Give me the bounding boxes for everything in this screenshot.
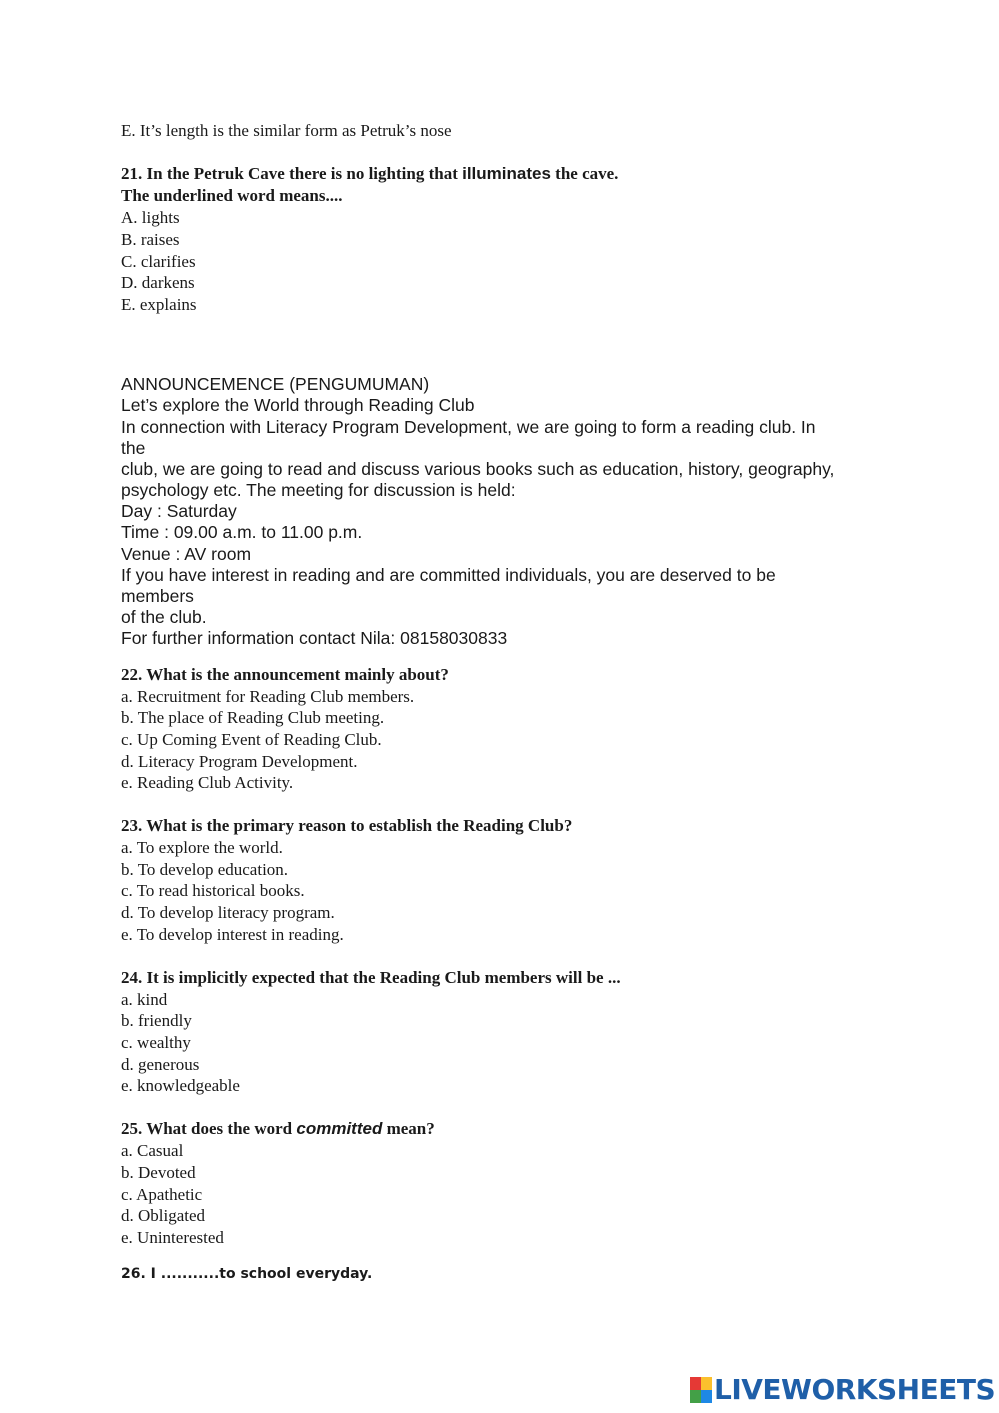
q25-option-c: c. Apathetic	[121, 1185, 203, 1204]
q21-prefix: 21. In the Petruk Cave there is no lighting that	[121, 164, 463, 183]
announcement-line: If you have interest in reading and are committed individuals, you are deserved to be	[121, 565, 776, 585]
q21-option-d: D. darkens	[121, 273, 195, 292]
q25-prefix: 25. What does the word	[121, 1119, 297, 1138]
q25-option-e: e. Uninterested	[121, 1228, 224, 1247]
q24-question: 24. It is implicitly expected that the Reading Club members will be ...	[121, 968, 621, 987]
q22-option-b: b. The place of Reading Club meeting.	[121, 708, 385, 727]
q22-option-c: c. Up Coming Event of Reading Club.	[121, 730, 382, 749]
q23-option-d: d. To develop literacy program.	[121, 903, 335, 922]
announcement-title: ANNOUNCEMENCE (PENGUMUMAN)	[121, 374, 430, 394]
announcement-line: club, we are going to read and discuss various books such as education, history, geography,	[121, 459, 835, 479]
announcement-venue: Venue : AV room	[121, 544, 252, 564]
q21-question-line2: The underlined word means....	[121, 186, 343, 205]
announcement-line: In connection with Literacy Program Development, we are going to form a reading club. In	[121, 417, 816, 437]
announcement-time: Time : 09.00 a.m. to 11.00 p.m.	[121, 522, 363, 542]
q21-keyword: illuminates	[462, 164, 551, 183]
announcement-line: of the club.	[121, 607, 207, 627]
liveworksheets-logo[interactable]	[690, 1373, 995, 1406]
q25-suffix: mean?	[382, 1119, 435, 1138]
q22-option-a: a. Recruitment for Reading Club members.	[121, 687, 415, 706]
q25-question	[121, 1119, 435, 1139]
q22-option-d: d. Literacy Program Development.	[121, 752, 358, 771]
announcement-line: psychology etc. The meeting for discussion is held:	[121, 480, 516, 500]
q24-option-a: a. kind	[121, 990, 168, 1009]
q24-option-e: e. knowledgeable	[121, 1076, 240, 1095]
q24-option-d: d. generous	[121, 1055, 200, 1074]
q23-question: 23. What is the primary reason to establish the Reading Club?	[121, 816, 573, 835]
announcement-line: the	[121, 438, 146, 458]
q25-option-a: a. Casual	[121, 1141, 184, 1160]
q21-suffix: the cave.	[550, 164, 619, 183]
q21-option-a: A. lights	[121, 208, 180, 227]
q24-option-c: c. wealthy	[121, 1033, 191, 1052]
q23-option-e: e. To develop interest in reading.	[121, 925, 344, 944]
logo-block	[690, 1377, 701, 1390]
logo-block	[701, 1390, 712, 1403]
q25-keyword: committed	[296, 1119, 383, 1138]
q22-option-e: e. Reading Club Activity.	[121, 773, 294, 792]
q23-option-a: a. To explore the world.	[121, 838, 283, 857]
logo-text: LIVEWORKSHEETS	[714, 1373, 996, 1406]
logo-block	[701, 1377, 712, 1390]
q21-option-c: C. clarifies	[121, 252, 196, 271]
q24-option-b: b. friendly	[121, 1011, 192, 1030]
q25-option-d: d. Obligated	[121, 1206, 206, 1225]
q21-question	[121, 164, 618, 184]
logo-block	[690, 1390, 701, 1403]
q23-option-c: c. To read historical books.	[121, 881, 305, 900]
logo-blocks-icon	[690, 1377, 712, 1403]
q21-option-e: E. explains	[121, 295, 197, 314]
q22-question: 22. What is the announcement mainly about?	[121, 665, 449, 684]
q23-option-b: b. To develop education.	[121, 860, 289, 879]
announcement-contact: For further information contact Nila: 08158030833	[121, 628, 508, 648]
q25-option-b: b. Devoted	[121, 1163, 196, 1182]
announcement-line: members	[121, 586, 194, 606]
announcement-day: Day : Saturday	[121, 501, 237, 521]
q26-question: 26. I ...........to school everyday.	[121, 1266, 373, 1282]
announcement-subtitle: Let’s explore the World through Reading Club	[121, 395, 475, 415]
q20-option-e: E. It’s length is the similar form as Petruk’s nose	[121, 121, 452, 140]
q21-option-b: B. raises	[121, 230, 180, 249]
